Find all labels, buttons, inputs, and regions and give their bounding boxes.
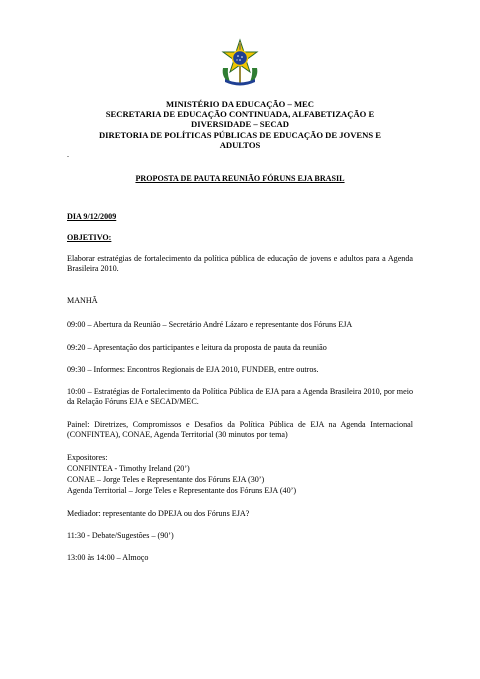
objective-text: Elaborar estratégias de fortalecimento da política pública de educação de jovens e adultos para a Agenda Brasileira 2010. bbox=[67, 254, 413, 273]
directorate-name-line-2: ADULTOS bbox=[219, 140, 261, 150]
secretariat-name-line-1: SECRETARIA DE EDUCAÇÃO CONTINUADA, ALFABETIZAÇÃO E bbox=[105, 109, 375, 119]
directorate-name-line-1: DIRETORIA DE POLÍTICAS PÚBLICAS DE EDUCAÇÃO DE JOVENS E bbox=[98, 130, 382, 140]
exhibitor-item: CONAE – Jorge Teles e Representante dos Fóruns EJA (30’) bbox=[67, 475, 265, 484]
meeting-date: DIA 9/12/2009 bbox=[67, 212, 117, 221]
agenda-item: 09:30 – Informes: Encontros Regionais de EJA 2010, FUNDEB, entre outros. bbox=[67, 365, 319, 374]
ministry-name: MINISTÉRIO DA EDUCAÇÃO – MEC bbox=[165, 99, 314, 109]
exhibitor-item: Agenda Territorial – Jorge Teles e Representante dos Fóruns EJA (40’) bbox=[67, 486, 297, 495]
mediator-line: Mediador: representante do DPEJA ou dos Fóruns EJA? bbox=[67, 509, 250, 518]
agenda-panel: Painel: Diretrizes, Compromissos e Desafios da Política Pública de EJA na Agenda Internacional (CONFINTEA), CONAE, Agenda Territorial (30 minutos por tema) bbox=[67, 420, 413, 439]
stray-dot: . bbox=[67, 150, 69, 159]
exhibitors-heading: Expositores: bbox=[67, 453, 108, 462]
period-label: MANHÃ bbox=[67, 296, 98, 305]
lunch-line: 13:00 às 14:00 – Almoço bbox=[67, 553, 149, 562]
agenda-item: 10:00 – Estratégias de Fortalecimento da Política Pública de EJA para a Agenda Brasileira 2010, por meio da Relação Fóruns EJA e SECAD/MEC. bbox=[67, 387, 413, 406]
secretariat-name-line-2: DIVERSIDADE – SECAD bbox=[191, 119, 289, 129]
exhibitor-item: CONFINTEA - Timothy Ireland (20’) bbox=[67, 464, 190, 473]
brazil-coat-of-arms-icon bbox=[217, 38, 263, 88]
document-title: PROPOSTA DE PAUTA REUNIÃO FÓRUNS EJA BRASIL bbox=[135, 174, 345, 183]
objective-heading: OBJETIVO: bbox=[67, 233, 112, 242]
agenda-item: 09:00 – Abertura da Reunião – Secretário André Lázaro e representante dos Fóruns EJA bbox=[67, 320, 353, 329]
debate-line: 11:30 - Debate/Sugestões – (90’) bbox=[67, 531, 174, 540]
agenda-item: 09:20 – Apresentação dos participantes e leitura da proposta de pauta da reunião bbox=[67, 343, 327, 352]
